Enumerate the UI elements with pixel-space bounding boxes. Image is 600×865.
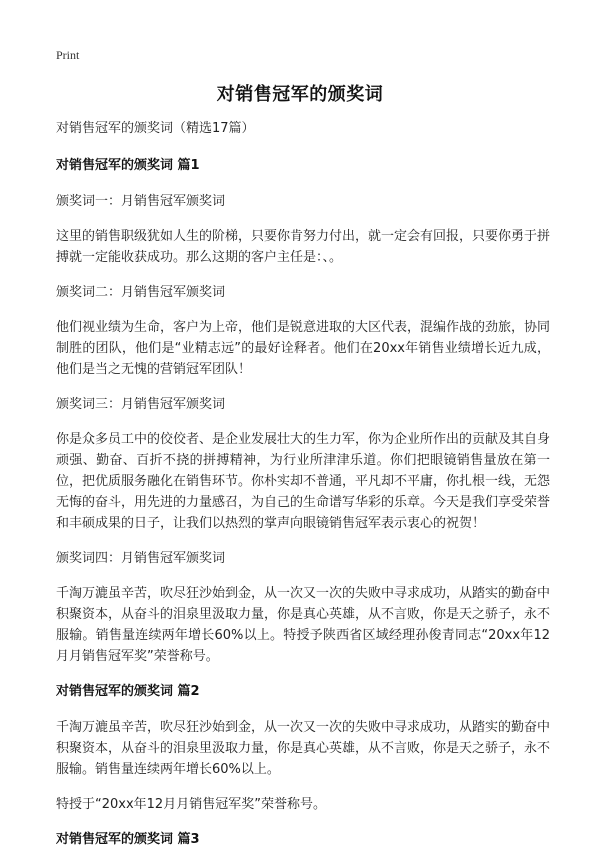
award-label-3: 颁奖词三：月销售冠军颁奖词	[56, 397, 226, 412]
page-title: 对销售冠军的颁奖词	[216, 84, 384, 105]
section-heading-2: 对销售冠军的颁奖词 篇2	[56, 684, 200, 699]
award-paragraph-4: 千淘万漉虽辛苦，吹尽狂沙始到金，从一次又一次的失败中寻求成功，从踏实的勤奋中积聚资本，从奋斗的泪泉里汲取力量，你是真心英雄，从不言败，你是天之骄子，永不服输。销售量连续两年增长60%以上。特授予陕西省区域经理孙俊青同志“20xx年12月月销售冠军奖”荣誉称号。	[56, 586, 551, 664]
award-label-1: 颁奖词一：月销售冠军颁奖词	[56, 194, 226, 209]
section-heading-1: 对销售冠军的颁奖词 篇1	[56, 158, 200, 173]
award-paragraph-2: 他们视业绩为生命，客户为上帝，他们是锐意进取的大区代表，混编作战的劲旅，协同制胜的团队，他们是“业精志远”的最好诠释者。他们在20xx年销售业绩增长近九成，他们是当之无愧的营销冠军团队！	[56, 320, 551, 377]
award-paragraph-3: 你是众多员工中的佼佼者、是企业发展壮大的生力军，你为企业所作出的贡献及其自身顽强、勤奋、百折不挠的拼搏精神，为行业所津津乐道。你们把眼镜销售量放在第一位，把优质服务融化在销售环节。你朴实却不普通，平凡却不平庸，你扎根一线，无怨无悔的奋斗，用先进的力量感召，为自己的生命谱写华彩的乐章。今天是我们享受荣誉和丰硕成果的日子，让我们以热烈的掌声向眼镜销售冠军表示衷心的祝贺！	[56, 432, 551, 531]
print-link[interactable]: Print	[56, 48, 80, 62]
section2-paragraph-1: 千淘万漉虽辛苦，吹尽狂沙始到金，从一次又一次的失败中寻求成功，从踏实的勤奋中积聚资本，从奋斗的泪泉里汲取力量，你是真心英雄，从不言败，你是天之骄子，永不服输。销售量连续两年增长60%以上。	[56, 720, 551, 777]
document-body	[56, 118, 550, 865]
award-paragraph-1: 这里的销售职级犹如人生的阶梯，只要你肯努力付出，就一定会有回报，只要你勇于拼搏就一定能收获成功。那么这期的客户主任是：、。	[56, 229, 551, 265]
section2-paragraph-2: 特授于“20xx年12月月销售冠军奖”荣誉称号。	[56, 797, 326, 812]
document-subtitle: 对销售冠军的颁奖词（精选17篇）	[56, 121, 255, 136]
award-label-2: 颁奖词二：月销售冠军颁奖词	[56, 285, 226, 300]
section-heading-3: 对销售冠军的颁奖词 篇3	[56, 832, 200, 847]
award-label-4: 颁奖词四：月销售冠军颁奖词	[56, 551, 226, 566]
